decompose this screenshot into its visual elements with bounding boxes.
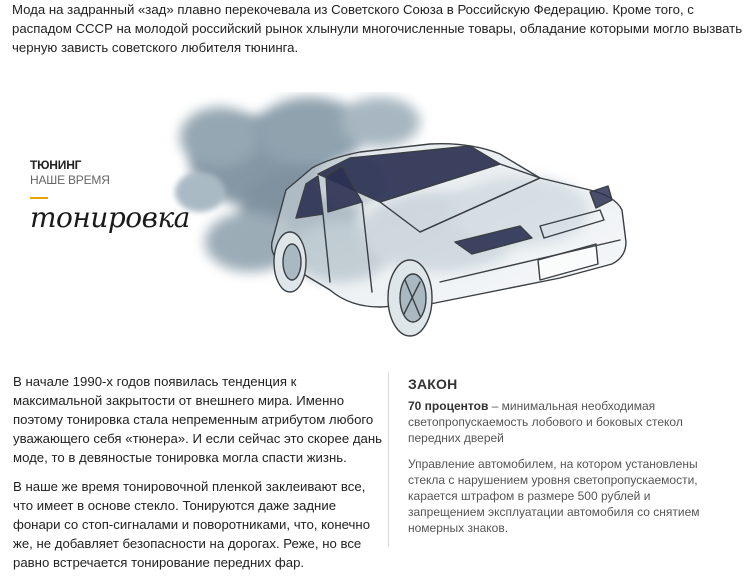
- column-divider: [388, 372, 389, 547]
- car-body: [272, 144, 626, 336]
- law-highlight: 70 процентов: [408, 399, 489, 413]
- label-our-time: НАШЕ ВРЕМЯ: [30, 173, 110, 187]
- label-tuning: ТЮНИНГ: [30, 158, 82, 172]
- paragraph-2: В наше же время тонировочной пленкой заклеивают все, что имеет в основе стекло. Тонируются даже задние фонари со стоп-сигналами и поворотниками, что, конечно же, не добавляет безопасности на дорогах. Реже, но все равно встречается тонирование передних фар.: [13, 479, 371, 570]
- law-title: ЗАКОН: [408, 376, 458, 392]
- law-sidebar: [408, 376, 728, 536]
- main-text: [13, 372, 383, 582]
- section-title: тонировка: [30, 201, 190, 234]
- law-paragraph-1: [408, 398, 728, 446]
- section-label: [30, 158, 190, 234]
- intro-paragraph: Мода на задранный «зад» плавно перекочевала из Советского Союза в Российскую Федерацию. Кроме того, с распадом СССР на молодой российский рынок хлынули многочисленные товары, обладание которыми могло вызвать черную зависть советского любителя тюнинга.: [12, 2, 743, 55]
- law-paragraph-2: Управление автомобилем, на котором установлены стекла с нарушением уровня светопропускаемости, карается штрафом в размере 500 рублей и запрещением эксплуатации автомобиля со снятием номерных знаков.: [408, 457, 700, 535]
- paragraph-1: В начале 1990-х годов появилась тенденция к максимальной закрытости от внешнего мира. Именно поэтому тонировка стала непременным атрибутом любого уважающего себя «тюнера». И если сейчас это скорее дань моде, то в девяностые тонировка могла спасти жизнь.: [13, 374, 383, 465]
- accent-dash: [30, 197, 48, 199]
- law-paragraph-1-text: – минимальная необходимая светопропускаемость лобового и боковых стекол передних дверей: [408, 399, 683, 445]
